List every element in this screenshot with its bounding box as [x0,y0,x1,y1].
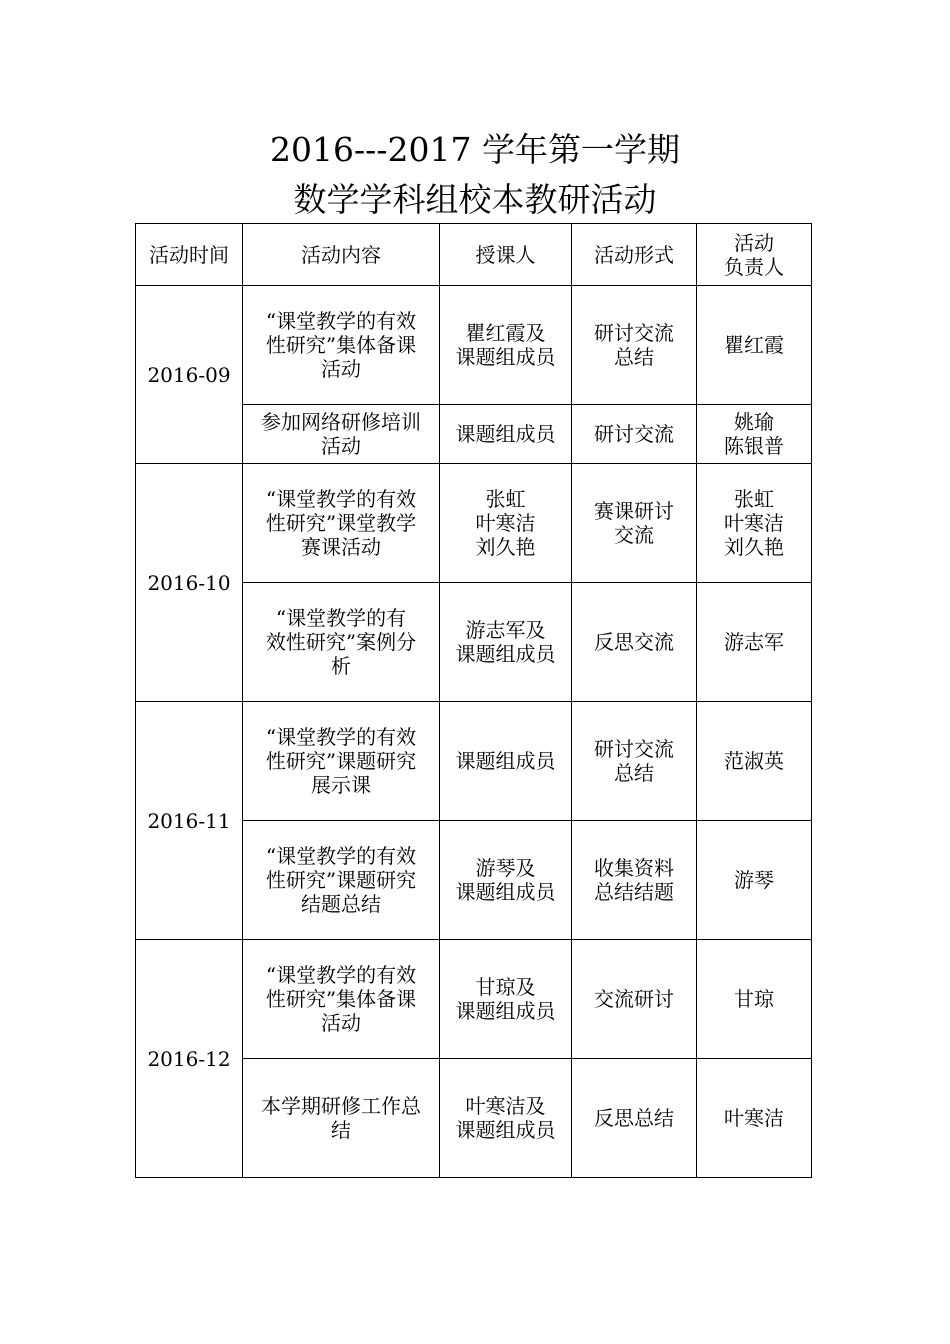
content-cell: “课堂教学的有 效性研究”案例分 析 [243,583,440,702]
header-form: 活动形式 [572,224,697,286]
form-cell: 研讨交流 [572,405,697,464]
form-cell: 收集资料 总结结题 [572,821,697,940]
content-cell: “课堂教学的有效 性研究”集体备课 活动 [243,940,440,1059]
header-leader: 活动 负责人 [697,224,812,286]
table-row [136,940,812,1059]
form-cell: 研讨交流 总结 [572,286,697,405]
content-cell: “课堂教学的有效 性研究”课堂教学 赛课活动 [243,464,440,583]
content-cell: “课堂教学的有效 性研究”课题研究 结题总结 [243,821,440,940]
teacher-cell: 瞿红霞及 课题组成员 [440,286,572,405]
header-time: 活动时间 [136,224,243,286]
title-line-1: 2016---2017 学年第一学期 [270,130,680,169]
month-cell: 2016-10 [136,464,243,702]
teacher-cell: 叶寒洁及 课题组成员 [440,1059,572,1178]
form-cell: 反思总结 [572,1059,697,1178]
leader-cell: 甘琼 [697,940,812,1059]
content-cell: “课堂教学的有效 性研究”集体备课 活动 [243,286,440,405]
teacher-cell: 张虹 叶寒洁 刘久艳 [440,464,572,583]
form-cell: 赛课研讨 交流 [572,464,697,583]
header-teacher: 授课人 [440,224,572,286]
table-row [136,702,812,821]
leader-cell: 游志军 [697,583,812,702]
form-cell: 研讨交流 总结 [572,702,697,821]
content-cell: “课堂教学的有效 性研究”课题研究 展示课 [243,702,440,821]
title-line-2: 数学学科组校本教研活动 [293,180,657,219]
teacher-cell: 课题组成员 [440,702,572,821]
table-row [136,286,812,405]
activity-table [135,223,812,1178]
form-cell: 反思交流 [572,583,697,702]
leader-cell: 瞿红霞 [697,286,812,405]
teacher-cell: 甘琼及 课题组成员 [440,940,572,1059]
month-cell: 2016-11 [136,702,243,940]
leader-cell: 姚瑜 陈银普 [697,405,812,464]
teacher-cell: 游琴及 课题组成员 [440,821,572,940]
content-cell: 本学期研修工作总 结 [243,1059,440,1178]
header-content: 活动内容 [243,224,440,286]
leader-cell: 范淑英 [697,702,812,821]
content-cell: 参加网络研修培训 活动 [243,405,440,464]
teacher-cell: 课题组成员 [440,405,572,464]
header-row [136,224,812,286]
month-cell: 2016-12 [136,940,243,1178]
leader-cell: 张虹 叶寒洁 刘久艳 [697,464,812,583]
month-cell: 2016-09 [136,286,243,464]
leader-cell: 叶寒洁 [697,1059,812,1178]
form-cell: 交流研讨 [572,940,697,1059]
leader-cell: 游琴 [697,821,812,940]
teacher-cell: 游志军及 课题组成员 [440,583,572,702]
table-row [136,464,812,583]
